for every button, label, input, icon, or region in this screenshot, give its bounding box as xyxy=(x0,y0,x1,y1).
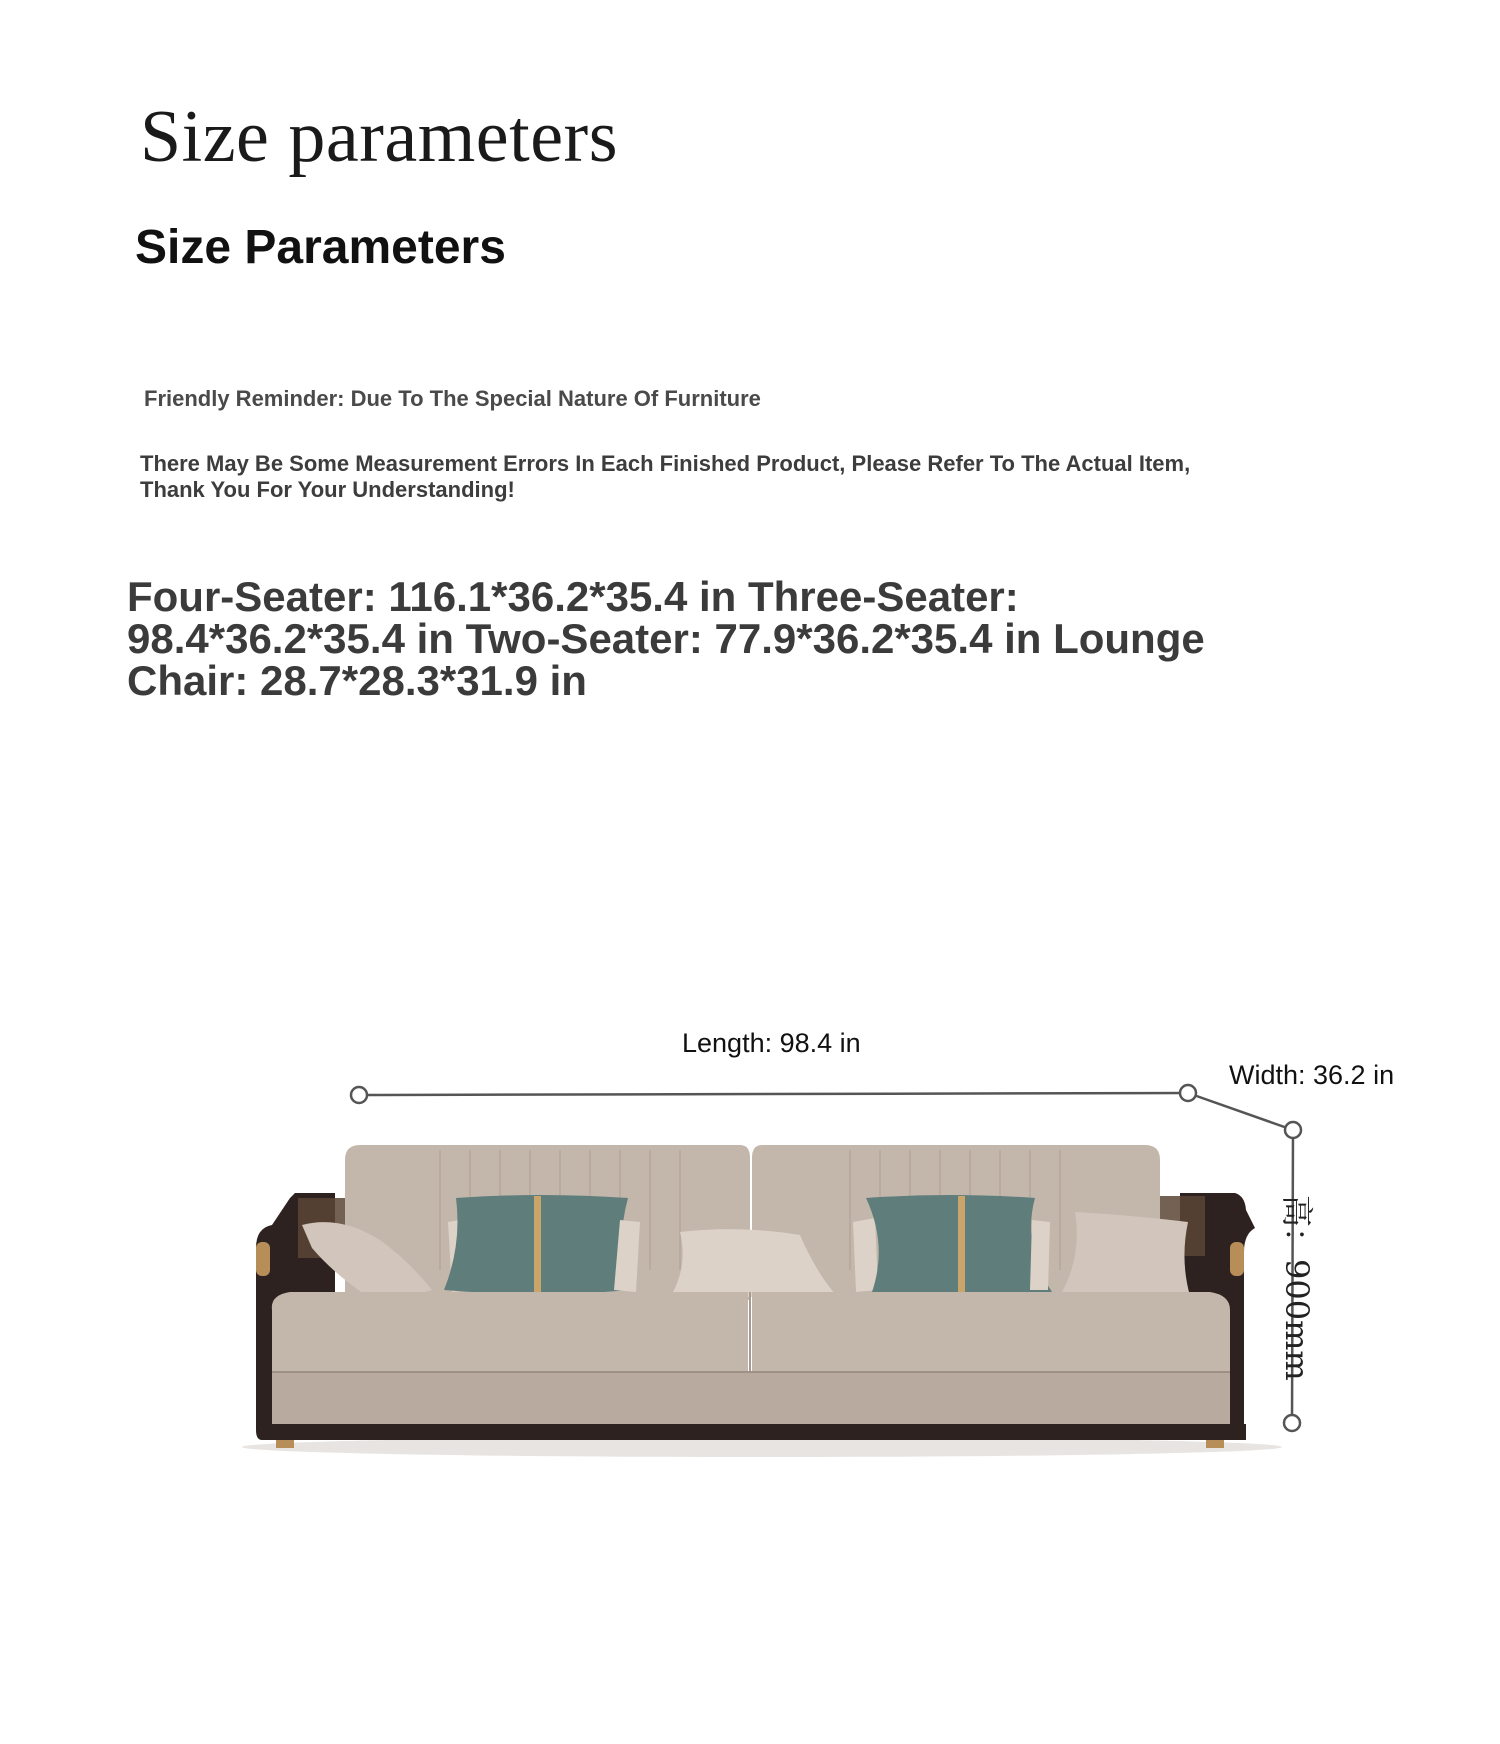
dimension-endpoint xyxy=(1285,1122,1301,1138)
gold-leg xyxy=(276,1440,294,1448)
gold-arm-cap xyxy=(256,1242,270,1276)
length-dimension-line xyxy=(359,1093,1188,1095)
light-pillow xyxy=(853,1218,878,1292)
width-label: Width: 36.2 in xyxy=(1229,1060,1395,1090)
sofa-base xyxy=(272,1372,1230,1424)
height-label: 高：900mm xyxy=(1278,1195,1316,1381)
dimension-endpoint xyxy=(351,1087,367,1103)
dimension-endpoint xyxy=(1284,1415,1300,1431)
size-parameters-heading: Size Parameters xyxy=(135,221,506,274)
gold-arm-cap xyxy=(1230,1242,1244,1276)
sofa-plinth xyxy=(262,1424,1246,1440)
light-pillow xyxy=(1030,1220,1050,1290)
width-dimension-line xyxy=(1188,1093,1293,1130)
pillow-gold-strap xyxy=(534,1196,541,1292)
gold-leg xyxy=(1206,1440,1224,1448)
left-seat-cushion xyxy=(272,1292,748,1372)
length-label: Length: 98.4 in xyxy=(682,1028,861,1058)
dimension-endpoint xyxy=(1180,1085,1196,1101)
size-parameters-serif-title: Size parameters xyxy=(140,96,618,178)
light-pillow xyxy=(1062,1212,1190,1297)
friendly-reminder-text: Friendly Reminder: Due To The Special Nature Of Furniture xyxy=(144,386,761,411)
right-seat-cushion xyxy=(752,1292,1230,1372)
sofa-sizes-list: Four-Seater: 116.1*36.2*35.4 in Three-Seater: 98.4*36.2*35.4 in Two-Seater: 77.9*36.2*35.4 in Lounge Chair: 28.7*28.3*31.9 in xyxy=(127,573,1205,704)
measurement-error-notice: There May Be Some Measurement Errors In Each Finished Product, Please Refer To The Actual Item, Thank You For Your Understanding! xyxy=(140,451,1191,502)
sofa-illustration xyxy=(242,1145,1282,1457)
pillow-gold-strap xyxy=(958,1196,965,1292)
